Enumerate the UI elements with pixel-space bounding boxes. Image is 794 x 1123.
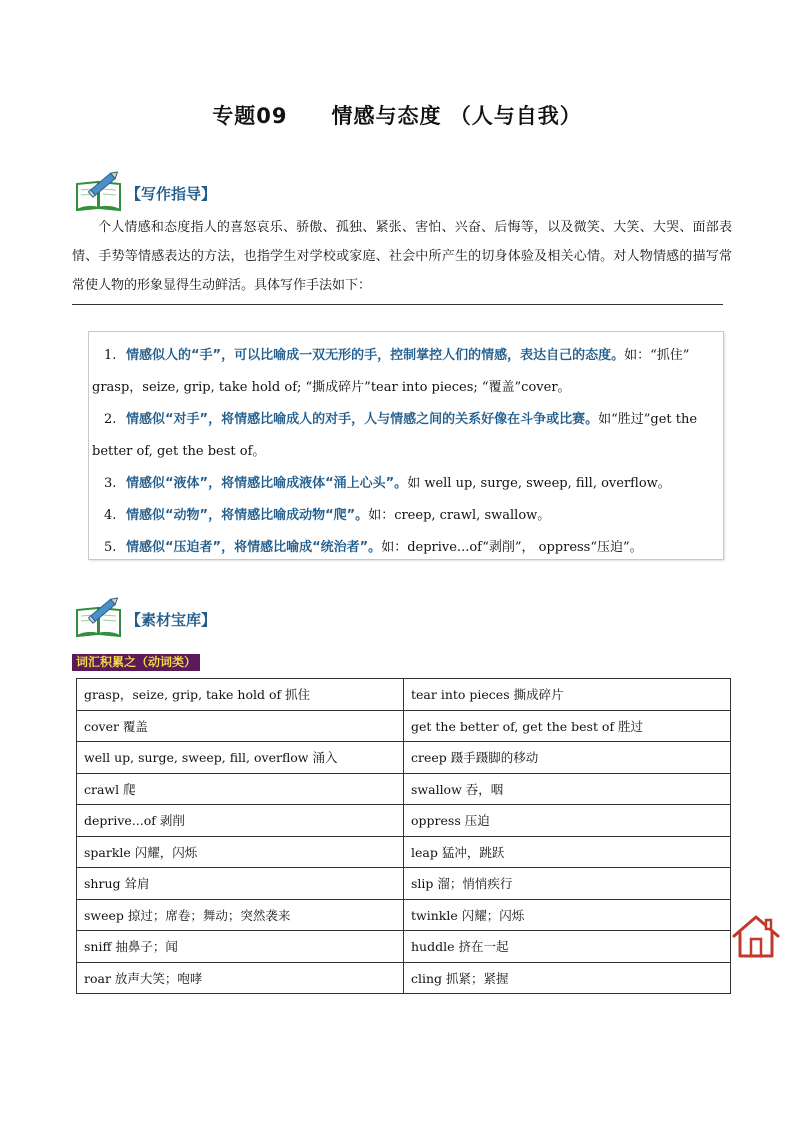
table-cell: crawl 爬: [77, 773, 404, 805]
method-item: 3. 情感似“液体”，将情感比喻成液体“涌上心头”。如 well up, surge, sweep, fill, overflow。: [104, 476, 671, 491]
home-icon[interactable]: [731, 913, 781, 959]
table-row: [77, 805, 731, 837]
intro-paragraph: 个人情感和态度指人的喜怒哀乐、骄傲、孤独、紧张、害怕、兴奋、后悔等，以及微笑、大笑、大哭、面部表情、手势等情感表达的方法，也指学生对学校或家庭、社会中所产生的切身体验及相关心情。对人物情感的描写常常使人物的形象显得生动鲜活。具体写作手法如下：: [72, 220, 732, 293]
table-cell: sniff 抽鼻子；闻: [77, 931, 404, 963]
table-cell: twinkle 闪耀；闪烁: [404, 899, 731, 931]
table-cell: creep 蹑手蹑脚的移动: [404, 742, 731, 774]
divider: [72, 304, 723, 305]
book-pencil-icon: [74, 594, 124, 638]
page-title: 专题09 情感与态度 （人与自我）: [212, 104, 582, 128]
section-header-writing-guide: [74, 168, 216, 212]
table-cell: oppress 压迫: [404, 805, 731, 837]
table-row: [77, 710, 731, 742]
section-label-writing-guide: 【写作指导】: [126, 184, 217, 203]
table-row: [77, 899, 731, 931]
table-cell: huddle 挤在一起: [404, 931, 731, 963]
table-row: [77, 742, 731, 774]
table-cell: cling 抓紧；紧握: [404, 962, 731, 994]
section-label-material-bank: 【素材宝库】: [126, 610, 217, 629]
method-item: 4. 情感似“动物”，将情感比喻成动物“爬”。如：creep, crawl, swallow。: [104, 508, 551, 523]
vocab-table: [76, 678, 731, 994]
method-item: 1. 情感似人的“手”，可以比喻成一双无形的手，控制掌控人们的情感，表达自己的态度。如：“抓住” grasp，seize, grip, take hold of; “撕成碎片”tear into pieces; “覆盖”cover。: [92, 348, 690, 395]
table-cell: shrug 耸肩: [77, 868, 404, 900]
method-item: 5. 情感似“压迫者”，将情感比喻成“统治者”。如：deprive...of“剥削”， oppress“压迫”。: [104, 540, 643, 555]
section-header-material-bank: [74, 594, 216, 638]
table-cell: sweep 掠过；席卷；舞动；突然袭来: [77, 899, 404, 931]
table-row: [77, 773, 731, 805]
table-row: [77, 931, 731, 963]
table-cell: deprive...of 剥削: [77, 805, 404, 837]
book-pencil-icon: [74, 168, 124, 212]
table-cell: get the better of, get the best of 胜过: [404, 710, 731, 742]
method-item: 2. 情感似“对手”，将情感比喻成人的对手，人与情感之间的关系好像在斗争或比赛。如“胜过”get the better of, get the best of。: [92, 412, 698, 459]
table-cell: well up, surge, sweep, fill, overflow 涌入: [77, 742, 404, 774]
table-cell: cover 覆盖: [77, 710, 404, 742]
writing-methods-box: [88, 331, 724, 560]
table-cell: slip 溜；悄悄疾行: [404, 868, 731, 900]
table-row: [77, 836, 731, 868]
table-cell: leap 猛冲，跳跃: [404, 836, 731, 868]
table-cell: grasp，seize, grip, take hold of 抓住: [77, 679, 404, 711]
vocab-heading: 词汇积累之（动词类）: [72, 654, 200, 671]
table-row: [77, 679, 731, 711]
table-row: [77, 868, 731, 900]
table-cell: swallow 吞，咽: [404, 773, 731, 805]
table-cell: roar 放声大笑；咆哮: [77, 962, 404, 994]
table-cell: sparkle 闪耀，闪烁: [77, 836, 404, 868]
table-cell: tear into pieces 撕成碎片: [404, 679, 731, 711]
table-row: [77, 962, 731, 994]
